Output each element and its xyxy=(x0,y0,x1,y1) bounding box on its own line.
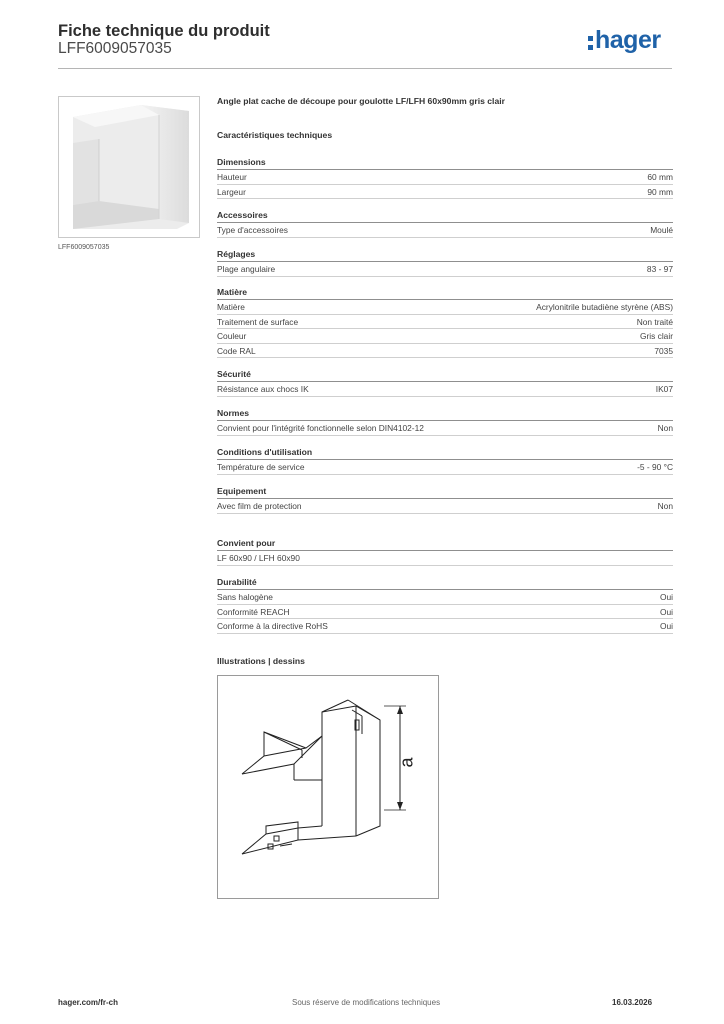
spec-label: LF 60x90 / LFH 60x90 xyxy=(217,553,300,563)
spec-label: Avec film de protection xyxy=(217,501,302,511)
spec-label: Convient pour l'intégrité fonctionnelle selon DIN4102-12 xyxy=(217,423,424,433)
section-securite xyxy=(217,368,673,397)
spec-value: IK07 xyxy=(655,384,673,394)
spec-value: 7035 xyxy=(654,345,673,356)
header-divider xyxy=(58,68,672,69)
technical-drawing xyxy=(217,675,439,899)
product-description: Angle plat cache de découpe pour goulotte LF/LFH 60x90mm gris clair xyxy=(217,96,505,106)
illustrations-heading: Illustrations | dessins xyxy=(217,656,305,666)
spec-row xyxy=(217,605,673,620)
section-reglages xyxy=(217,248,673,277)
spec-row xyxy=(217,185,673,200)
product-image-caption: LFF6009057035 xyxy=(58,244,110,251)
spec-value: Non xyxy=(657,423,673,433)
spec-label: Type d'accessoires xyxy=(217,225,288,235)
section-dimensions xyxy=(217,156,673,199)
section-title: Matière xyxy=(217,286,673,300)
spec-value: Gris clair xyxy=(639,331,673,342)
section-normes xyxy=(217,407,673,436)
section-title: Durabilité xyxy=(217,576,673,590)
product-image xyxy=(58,96,200,238)
spec-value: 83 - 97 xyxy=(646,264,673,274)
spec-row xyxy=(217,499,673,514)
spec-value: -5 - 90 °C xyxy=(637,462,673,472)
footer-website: hager.com/fr-ch xyxy=(58,998,119,1007)
spec-value: Oui xyxy=(659,621,673,632)
spec-row xyxy=(217,551,673,566)
spec-row xyxy=(217,421,673,436)
spec-value: Oui xyxy=(659,606,673,617)
section-accessoires xyxy=(217,209,673,238)
spec-value: Moulé xyxy=(650,225,673,235)
spec-label: Code RAL xyxy=(217,345,256,356)
spec-label: Couleur xyxy=(217,331,247,342)
spec-row xyxy=(217,590,673,605)
spec-value: Acrylonitrile butadiène styrène (ABS) xyxy=(536,302,673,312)
section-convient-pour xyxy=(217,537,673,566)
section-title: Réglages xyxy=(217,248,673,262)
spec-label: Conforme à la directive RoHS xyxy=(217,621,328,632)
spec-row xyxy=(217,300,673,315)
logo-colon-icon xyxy=(588,36,594,52)
section-conditions xyxy=(217,446,673,475)
section-title: Sécurité xyxy=(217,368,673,382)
section-matiere xyxy=(217,286,673,358)
section-title: Convient pour xyxy=(217,537,673,551)
spec-label: Température de service xyxy=(217,462,305,472)
spec-label: Largeur xyxy=(217,186,246,197)
section-title: Conditions d'utilisation xyxy=(217,446,673,460)
spec-row xyxy=(217,170,673,185)
spec-row xyxy=(217,344,673,359)
spec-label: Hauteur xyxy=(217,172,247,182)
spec-value: Non traité xyxy=(636,316,673,327)
page-title: Fiche technique du produit xyxy=(58,22,270,40)
spec-row xyxy=(217,223,673,238)
section-title: Normes xyxy=(217,407,673,421)
section-title: Accessoires xyxy=(217,209,673,223)
spec-value: Non xyxy=(657,501,673,511)
footer-date: 16.03.2026 xyxy=(612,998,653,1007)
hager-logo xyxy=(588,26,678,60)
spec-label: Traitement de surface xyxy=(217,316,299,327)
spec-row xyxy=(217,619,673,634)
dimension-label: a xyxy=(396,757,417,768)
spec-row xyxy=(217,262,673,277)
section-durabilite xyxy=(217,576,673,634)
specs-heading: Caractéristiques techniques xyxy=(217,130,333,140)
spec-row xyxy=(217,382,673,397)
section-equipement xyxy=(217,485,673,514)
spec-label: Résistance aux chocs IK xyxy=(217,384,309,394)
product-reference: LFF6009057035 xyxy=(58,40,172,57)
spec-row xyxy=(217,329,673,344)
spec-label: Matière xyxy=(217,302,245,312)
spec-row xyxy=(217,315,673,330)
spec-label: Conformité REACH xyxy=(217,606,290,617)
footer-notice: Sous réserve de modifications techniques xyxy=(292,998,441,1007)
spec-value: 90 mm xyxy=(647,186,673,197)
spec-label: Plage angulaire xyxy=(217,264,276,274)
spec-value: 60 mm xyxy=(647,172,673,182)
spec-row xyxy=(217,460,673,475)
section-title: Dimensions xyxy=(217,156,673,170)
logo-wordmark: hager xyxy=(595,26,661,54)
section-title: Equipement xyxy=(217,485,673,499)
spec-label: Sans halogène xyxy=(217,592,273,602)
spec-value: Oui xyxy=(659,592,673,602)
